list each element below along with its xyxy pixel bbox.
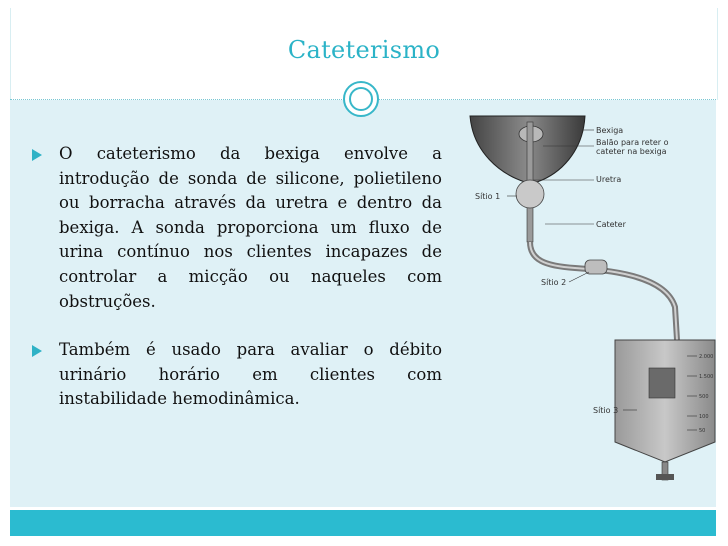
label-sitio1: Sítio 1 xyxy=(475,192,501,201)
label-cateter: Cateter xyxy=(596,220,626,229)
outlet-clamp xyxy=(656,474,674,480)
scale-label: 50 xyxy=(699,428,706,434)
footer-bar xyxy=(10,510,716,536)
catheter-diagram xyxy=(465,112,720,497)
bullet-text: Também é usado para avaliar o débito urinário horário em clientes com instabilidade hemodinâmica. xyxy=(59,340,442,409)
site1-junction xyxy=(516,180,544,208)
label-bexiga: Bexiga xyxy=(596,126,624,135)
catheter-tube xyxy=(530,242,677,340)
ring-inner-circle xyxy=(349,87,373,111)
bullet-arrow-icon xyxy=(32,149,42,161)
scale-label: 2.000 xyxy=(699,354,714,360)
scale-label: 500 xyxy=(699,394,709,400)
site2-connector xyxy=(585,260,607,274)
label-sitio3: Sítio 3 xyxy=(593,406,619,415)
bullet-item xyxy=(32,338,442,412)
slide-title: Cateterismo xyxy=(287,36,441,64)
label-uretra: Uretra xyxy=(596,175,622,184)
divider-ring-icon xyxy=(343,81,379,117)
label-balao-1: Balão para reter o xyxy=(596,138,669,147)
bullet-list xyxy=(32,142,442,412)
scale-label: 100 xyxy=(699,414,709,420)
bullet-item xyxy=(32,142,442,314)
bag-window xyxy=(649,368,675,398)
scale-label: 1.500 xyxy=(699,374,714,380)
label-sitio2: Sítio 2 xyxy=(541,278,567,287)
bullet-text: O cateterismo da bexiga envolve a introdução de sonda de silicone, polietileno ou borracha através da uretra e dentro da bexiga. A sonda proporciona um fluxo de urina contínuo nos clientes incapazes de controlar a micção ou naqueles com obstruções. xyxy=(59,144,442,311)
bullet-arrow-icon xyxy=(32,345,42,357)
catheter-tube-highlight xyxy=(530,242,677,340)
label-balao-2: cateter na bexiga xyxy=(596,147,667,156)
